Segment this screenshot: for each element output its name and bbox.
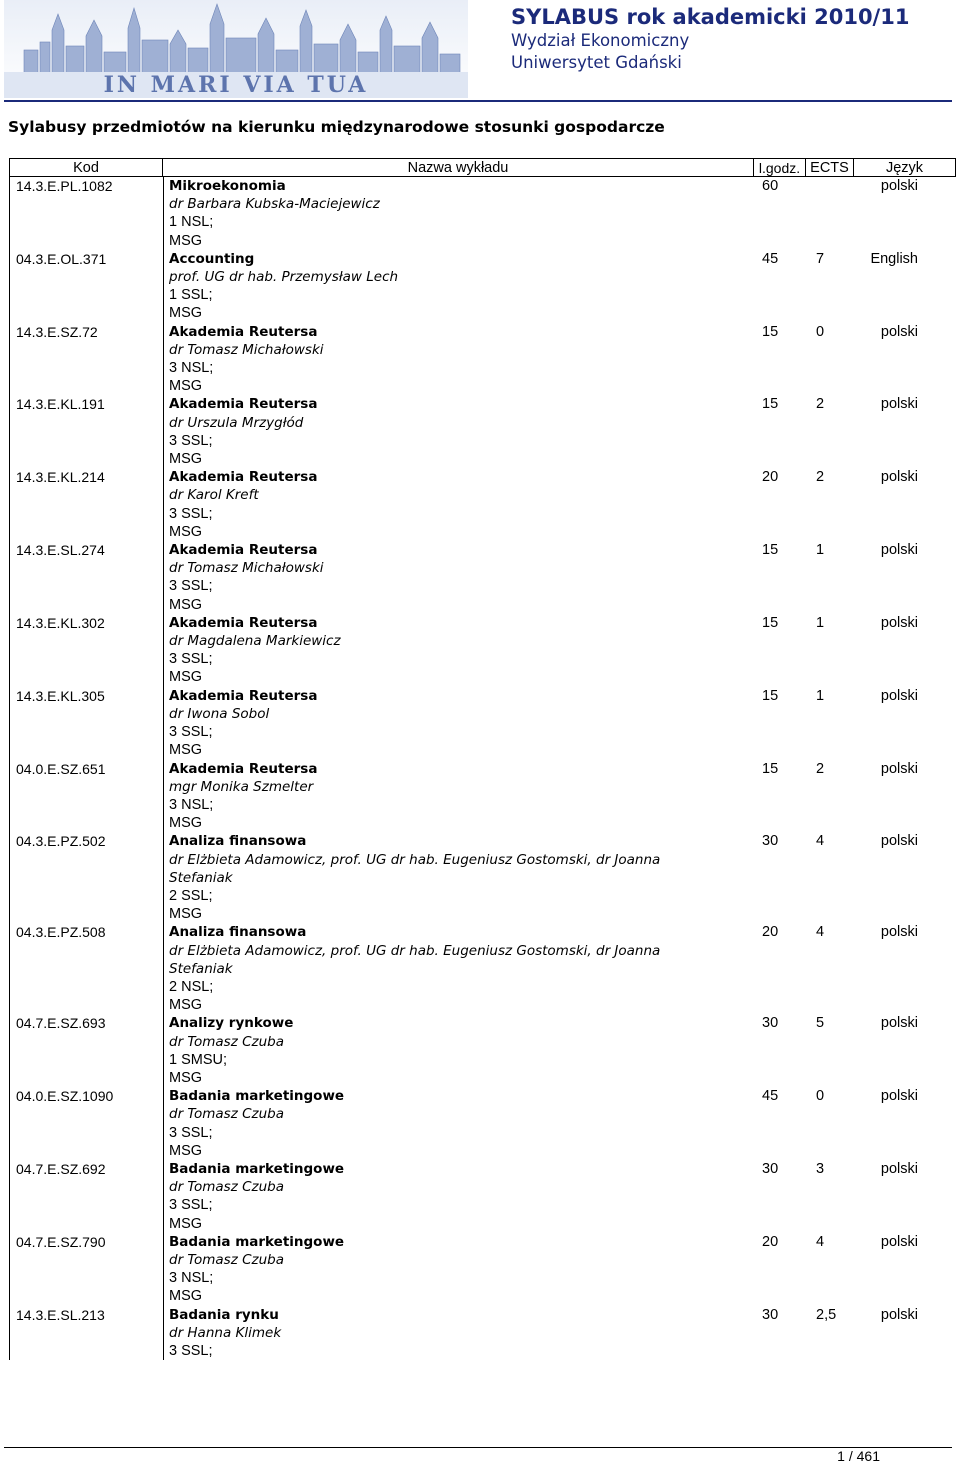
course-code: 14.3.E.SZ.72 — [16, 323, 98, 340]
course-code: 04.0.E.SZ.651 — [16, 760, 106, 777]
language-value: polski — [880, 396, 918, 413]
ects-value: 4 — [816, 924, 825, 941]
hours-value: 45 — [762, 250, 779, 267]
table-body — [9, 177, 956, 1360]
language-value: polski — [880, 924, 918, 941]
course-name: Badania marketingowe — [169, 1160, 345, 1177]
lecturer: dr Elżbieta Adamowicz, prof. UG dr hab. Eugeniusz Gostomski, dr Joanna — [169, 942, 661, 959]
lecturer: dr Karol Kreft — [169, 487, 259, 504]
ects-value: 1 — [816, 542, 825, 559]
study-group: MSG — [169, 378, 203, 395]
semester-mode: 3 SSL; — [169, 724, 213, 741]
course-name: Badania rynku — [169, 1306, 279, 1323]
study-group: MSG — [169, 1215, 203, 1232]
semester-mode: 3 SSL; — [169, 1343, 213, 1359]
semester-mode: 2 SSL; — [169, 887, 213, 904]
table-row — [10, 832, 956, 923]
hours-value: 15 — [762, 396, 779, 413]
table-row — [10, 1306, 956, 1361]
table-row — [10, 614, 956, 687]
ects-value: 2,5 — [816, 1306, 837, 1323]
course-name: Analiza finansowa — [169, 924, 307, 941]
lecturer-continued: Stefaniak — [169, 960, 233, 977]
semester-mode: 3 SSL; — [169, 651, 213, 668]
study-group: MSG — [169, 1069, 203, 1086]
language-value: polski — [880, 614, 918, 631]
ects-value: 2 — [816, 760, 825, 777]
table-row — [10, 687, 956, 760]
footer-divider — [4, 1447, 952, 1448]
hours-value: 15 — [762, 687, 779, 704]
language-value: polski — [880, 1088, 918, 1105]
language-value: polski — [880, 178, 918, 194]
ects-value: 0 — [816, 1088, 825, 1105]
course-name: Akademia Reutersa — [169, 760, 318, 777]
lecturer: mgr Monika Szmelter — [169, 778, 314, 795]
course-name: Badania marketingowe — [169, 1233, 345, 1250]
course-code: 14.3.E.SL.213 — [16, 1306, 105, 1323]
semester-mode: 3 NSL; — [169, 1270, 214, 1287]
course-code: 04.7.E.SZ.693 — [16, 1015, 106, 1032]
course-code: 14.3.E.KL.214 — [16, 469, 105, 486]
semester-mode: 1 SMSU; — [169, 1051, 228, 1068]
course-code: 04.7.E.SZ.790 — [16, 1233, 106, 1250]
university-name: Uniwersytet Gdański — [511, 53, 682, 72]
study-group: MSG — [169, 596, 203, 613]
table-row — [10, 760, 956, 833]
document-title: Sylabusy przedmiotów na kierunku międzynarodowe stosunki gospodarcze — [8, 118, 665, 136]
hours-value: 30 — [762, 1015, 779, 1032]
hours-value: 20 — [762, 1233, 779, 1250]
page-number: 1 / 461 — [837, 1448, 880, 1464]
logo-motto: IN MARI VIA TUA — [103, 72, 369, 98]
university-logo — [4, 0, 468, 98]
study-group: MSG — [169, 1288, 203, 1305]
study-group: MSG — [169, 815, 203, 832]
study-group: MSG — [169, 1142, 203, 1159]
course-name: Akademia Reutersa — [169, 614, 318, 631]
faculty-name: Wydział Ekonomiczny — [511, 31, 690, 50]
language-value: polski — [880, 1233, 918, 1250]
language-value: English — [870, 250, 918, 267]
col-name: Nazwa wykładu — [163, 159, 754, 176]
course-code: 14.3.E.SL.274 — [16, 542, 105, 559]
lecturer: dr Tomasz Czuba — [169, 1033, 284, 1050]
semester-mode: 3 NSL; — [169, 796, 214, 813]
lecturer: dr Tomasz Michałowski — [169, 560, 324, 577]
study-group: MSG — [169, 906, 203, 923]
lecturer: dr Urszula Mrzygłód — [169, 414, 304, 431]
course-code: 04.0.E.SZ.1090 — [16, 1088, 114, 1105]
semester-mode: 3 SSL; — [169, 578, 213, 595]
lecturer: prof. UG dr hab. Przemysław Lech — [169, 269, 399, 286]
course-name: Akademia Reutersa — [169, 542, 318, 559]
hours-value: 45 — [762, 1088, 779, 1105]
course-name: Akademia Reutersa — [169, 323, 318, 340]
course-name: Akademia Reutersa — [169, 469, 318, 486]
lecturer: dr Iwona Sobol — [169, 705, 270, 722]
lecturer: dr Magdalena Markiewicz — [169, 633, 341, 650]
lecturer: dr Hanna Klimek — [169, 1324, 282, 1341]
semester-mode: 1 NSL; — [169, 214, 214, 231]
course-code: 04.3.E.PZ.502 — [16, 833, 106, 850]
course-code: 14.3.E.KL.191 — [16, 396, 105, 413]
language-value: polski — [880, 1015, 918, 1032]
language-value: polski — [880, 323, 918, 340]
course-code: 14.3.E.KL.305 — [16, 687, 105, 704]
lecturer: dr Tomasz Czuba — [169, 1106, 284, 1123]
hours-value: 15 — [762, 323, 779, 340]
study-group: MSG — [169, 997, 203, 1014]
study-group: MSG — [169, 451, 203, 468]
hours-value: 60 — [762, 178, 779, 194]
table-row — [10, 395, 956, 468]
course-code: 04.3.E.PZ.508 — [16, 924, 106, 941]
course-name: Accounting — [169, 250, 255, 267]
ects-value: 7 — [816, 250, 825, 267]
course-name: Akademia Reutersa — [169, 396, 318, 413]
semester-mode: 1 SSL; — [169, 287, 213, 304]
hours-value: 15 — [762, 614, 779, 631]
syllabus-title: SYLABUS rok akademicki 2010/11 — [511, 5, 910, 29]
table-row — [10, 250, 956, 323]
language-value: polski — [880, 1160, 918, 1177]
ects-value: 5 — [816, 1015, 825, 1032]
col-hours: l.godz. — [754, 159, 806, 176]
table-row — [10, 1233, 956, 1306]
study-group: MSG — [169, 232, 203, 249]
study-group: MSG — [169, 669, 203, 686]
course-code: 04.7.E.SZ.692 — [16, 1160, 106, 1177]
language-value: polski — [880, 833, 918, 850]
course-name: Analizy rynkowe — [169, 1015, 294, 1032]
hours-value: 30 — [762, 833, 779, 850]
lecturer: dr Tomasz Michałowski — [169, 341, 324, 358]
hours-value: 20 — [762, 469, 779, 486]
semester-mode: 3 SSL; — [169, 1197, 213, 1214]
study-group: MSG — [169, 305, 203, 322]
syllabus-table — [9, 158, 956, 1360]
hours-value: 15 — [762, 542, 779, 559]
course-name: Mikroekonomia — [169, 178, 286, 194]
table-row — [10, 468, 956, 541]
lecturer: dr Tomasz Czuba — [169, 1251, 284, 1268]
language-value: polski — [880, 760, 918, 777]
course-name: Badania marketingowe — [169, 1088, 345, 1105]
semester-mode: 3 SSL; — [169, 432, 213, 449]
table-row — [10, 177, 956, 250]
hours-value: 20 — [762, 924, 779, 941]
ects-value: 0 — [816, 323, 825, 340]
language-value: polski — [880, 469, 918, 486]
course-code: 14.3.E.PL.1082 — [16, 178, 113, 194]
table-row — [10, 1014, 956, 1087]
col-kod: Kod — [10, 159, 163, 176]
language-value: polski — [880, 1306, 918, 1323]
lecturer-continued: Stefaniak — [169, 869, 233, 886]
table-row — [10, 323, 956, 396]
course-name: Analiza finansowa — [169, 833, 307, 850]
language-value: polski — [880, 542, 918, 559]
lecturer: dr Elżbieta Adamowicz, prof. UG dr hab. Eugeniusz Gostomski, dr Joanna — [169, 851, 661, 868]
study-group: MSG — [169, 742, 203, 759]
table-row — [10, 1087, 956, 1160]
ects-value: 1 — [816, 687, 825, 704]
semester-mode: 2 NSL; — [169, 978, 214, 995]
language-value: polski — [880, 687, 918, 704]
ects-value: 3 — [816, 1160, 825, 1177]
col-lang: Język — [885, 160, 924, 176]
semester-mode: 3 NSL; — [169, 360, 214, 377]
ects-value: 2 — [816, 469, 825, 486]
study-group: MSG — [169, 523, 203, 540]
lecturer: dr Barbara Kubska-Maciejewicz — [169, 196, 380, 213]
table-header — [9, 158, 956, 177]
ects-value: 1 — [816, 614, 825, 631]
table-row — [10, 1160, 956, 1233]
course-code: 04.3.E.OL.371 — [16, 250, 107, 267]
course-name: Akademia Reutersa — [169, 687, 318, 704]
document-header — [511, 4, 951, 74]
ects-value: 4 — [816, 1233, 825, 1250]
header-divider — [4, 100, 952, 102]
ects-value: 4 — [816, 833, 825, 850]
table-row — [10, 541, 956, 614]
semester-mode: 3 SSL; — [169, 1124, 213, 1141]
hours-value: 30 — [762, 1306, 779, 1323]
ects-value: 2 — [816, 396, 825, 413]
semester-mode: 3 SSL; — [169, 505, 213, 522]
col-ects: ECTS — [806, 159, 854, 176]
hours-value: 30 — [762, 1160, 779, 1177]
course-code: 14.3.E.KL.302 — [16, 614, 105, 631]
table-row — [10, 923, 956, 1014]
lecturer: dr Tomasz Czuba — [169, 1179, 284, 1196]
hours-value: 15 — [762, 760, 779, 777]
